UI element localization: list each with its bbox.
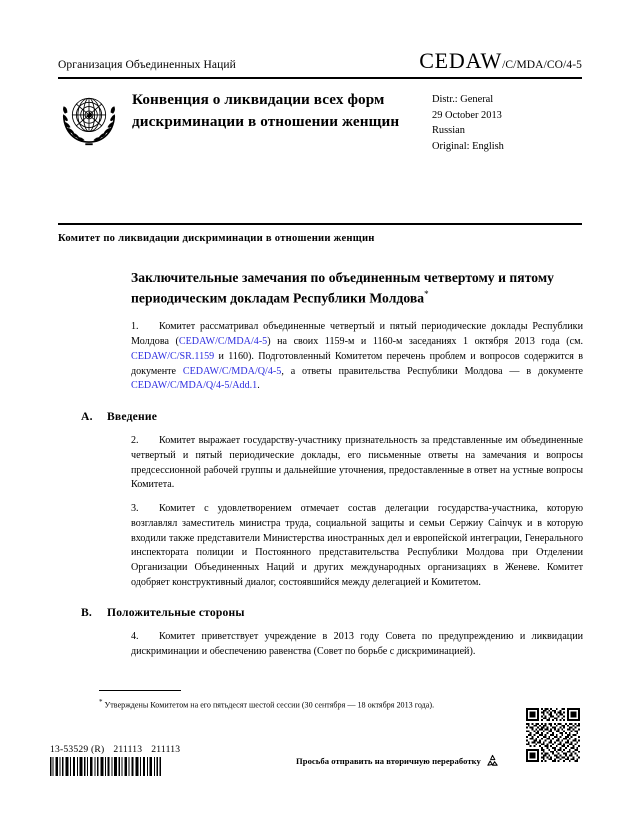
footnote-divider: [99, 690, 181, 691]
document-reference-link[interactable]: CEDAW/C/SR.1159: [131, 350, 215, 362]
paragraph-text-run: Комитет выражает государству-участнику признательность за представленные им объединенные четвертый и пятый периодические доклады, его письменные ответы на замечания и вопросы предсессионной рабочей группы и дальнейшие уточнения, предоставленные в ответ на устные вопросы Комитета.: [131, 435, 583, 491]
masthead-body-row: [58, 87, 582, 154]
date-code-1: 211113: [113, 744, 143, 755]
organization-name: Организация Объединенных Наций: [58, 59, 236, 71]
section-letter: A.: [81, 410, 93, 424]
qr-code-icon: [526, 708, 580, 762]
paragraph-text-run: и 1160). Подготовленный Комитетом перечень проблем и вопросов содержится в документе: [131, 350, 583, 377]
section-heading-b: [81, 606, 583, 619]
paragraph-number: 3.: [131, 503, 139, 515]
document-symbol-main: CEDAW: [419, 48, 503, 73]
page-title-text: Заключительные замечания по объединенным четвертому и пятому периодическим докладам Республики Молдова: [131, 270, 555, 306]
un-emblem-icon: [58, 89, 120, 147]
paragraph-2: [131, 434, 583, 493]
footnote-marker: *: [99, 698, 103, 706]
distribution-block: [432, 87, 582, 154]
footnote-1: [99, 697, 499, 712]
document-symbol-suffix: /C/MDA/CO/4-5: [502, 59, 582, 71]
paragraph-number: 4.: [131, 631, 139, 643]
paragraph-number: 2.: [131, 435, 139, 447]
paragraph-1: [131, 320, 583, 394]
paragraph-text: [131, 503, 583, 588]
masthead-divider: [58, 77, 582, 79]
paragraph-number: 1.: [131, 321, 139, 333]
document-reference-link[interactable]: CEDAW/C/MDA/Q/4-5: [182, 365, 282, 377]
page-title: [131, 268, 583, 308]
paragraph-text-run: Комитет приветствует учреждение в 2013 году Совета по предупреждению и ликвидации дискриминации и обеспечению равенства (Совет по борьбе с дискриминацией).: [131, 631, 583, 658]
section-heading-a: [81, 410, 583, 423]
distribution-date: 29 October 2013: [432, 109, 502, 121]
barcode-icon: [50, 757, 161, 776]
job-number-line: [50, 744, 180, 755]
date-code-2: 211113: [151, 744, 181, 755]
paragraph-text: [131, 321, 583, 391]
emblem-cell: [58, 87, 132, 154]
main-content: [81, 268, 583, 669]
recycling-notice: [296, 754, 500, 768]
paragraph-3: [131, 502, 583, 590]
committee-divider: [58, 223, 582, 225]
document-symbol: [419, 48, 582, 74]
paragraph-text: [131, 435, 583, 490]
section-letter: B.: [81, 606, 93, 620]
paragraph-text-run: Комитет рассматривал объединенные четвертый и пятый периодические доклады Республики Молдова (: [131, 321, 583, 348]
recycling-notice-text: Просьба отправить на вторичную переработку: [296, 756, 481, 766]
page-footer: [0, 744, 640, 814]
committee-name: Комитет по ликвидации дискриминации в отношении женщин: [58, 233, 375, 244]
paragraph-text-run: ) на своих 1159-м и 1160-м заседаниях 1 октября 2013 года (см.: [267, 336, 583, 348]
footnote-text: Утверждены Комитетом на его пятьдесят шестой сессии (30 сентября — 18 октября 2013 года).: [104, 700, 435, 710]
paragraph-4: [131, 630, 583, 659]
distribution-type: Distr.: General: [432, 94, 494, 105]
masthead: [58, 48, 582, 154]
masthead-top-row: [58, 48, 582, 74]
paragraph-text-run: Комитет с удовлетворением отмечает состав делегации государства-участника, которую возглавлял заместитель министра труда, социальной защиты и семьи Сержиу Сainчук и в которую входили также представители Министерства иностранных дел и европейской интеграции, Генерального инспектората полиции и Постоянного представительства Республики Молдова при Отделении Организации Объединенных Наций и других международных организациях в Женеве. Комитет одобряет конструктивный диалог, состоявшийся между делегацией и Комитетом.: [131, 503, 583, 588]
job-number: 13-53529 (R): [50, 744, 105, 755]
convention-title: Конвенция о ликвидации всех форм дискриминации в отношении женщин: [132, 91, 400, 130]
paragraph-text: [131, 631, 583, 657]
section-title: Положительные стороны: [107, 606, 245, 620]
paragraph-text-run: , а ответы правительства Республики Молдова — в документе: [281, 365, 583, 377]
footnote-area: [99, 690, 499, 712]
recycle-icon: [485, 754, 500, 768]
page-title-footnote-marker: *: [424, 288, 429, 299]
document-reference-link[interactable]: CEDAW/C/MDA/4-5: [178, 336, 268, 348]
distribution-original: Original: English: [432, 140, 504, 152]
section-title: Введение: [107, 410, 158, 424]
document-reference-link[interactable]: CEDAW/C/MDA/Q/4-5/Add.1: [131, 380, 258, 392]
paragraph-text-run: .: [257, 380, 260, 392]
distribution-language: Russian: [432, 125, 465, 137]
